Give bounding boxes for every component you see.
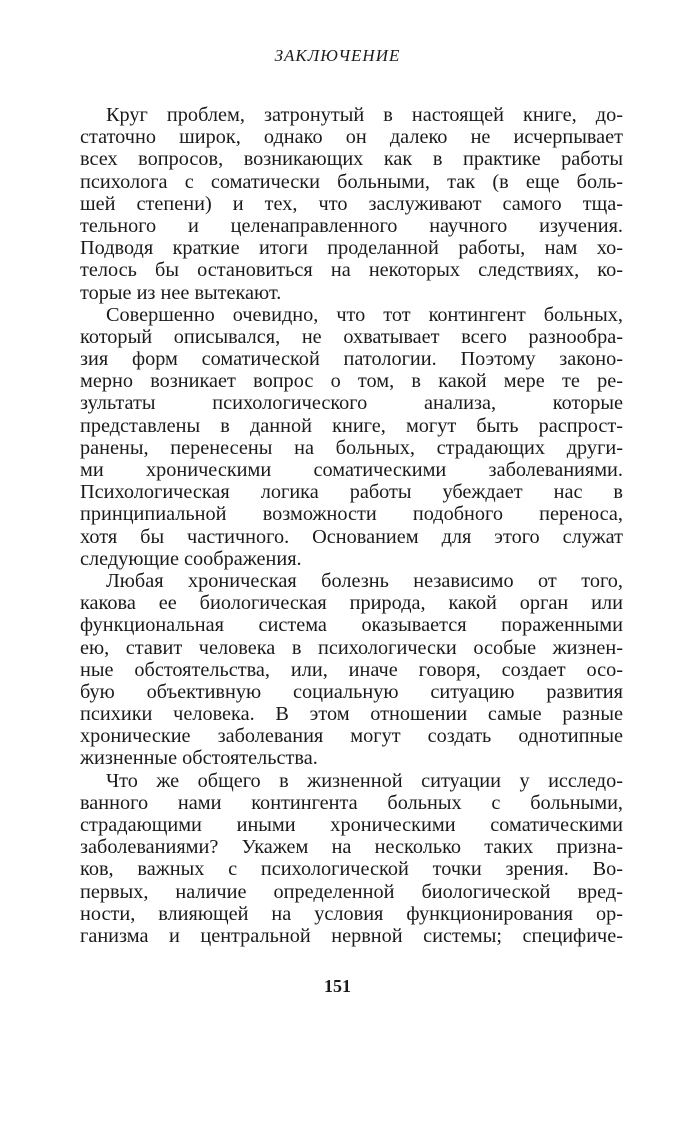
paragraph-3: [80, 570, 623, 770]
text-line: заболеваниями? Укажем на несколько таких призна-: [80, 836, 623, 859]
text-line: телось бы остановиться на некоторых следствиях, ко-: [80, 259, 623, 282]
page-number: 151: [324, 976, 351, 996]
text-line: Психологическая логика работы убеждает нас в: [80, 481, 623, 504]
text-line: ми хроническими соматическими заболеваниями.: [80, 459, 623, 481]
text-line: Подводя краткие итоги проделанной работы, нам хо-: [80, 237, 623, 260]
text-line: мерно возникает вопрос о том, в какой мере те ре-: [80, 370, 623, 393]
text-line: представлены в данной книге, могут быть распрост-: [80, 414, 623, 437]
text-line: ганизма и центральной нервной системы; специфиче-: [80, 924, 623, 947]
text-line: первых, наличие определенной биологической вред-: [80, 880, 623, 903]
text-line: который описывался, не охватывает всего разнообра-: [80, 325, 623, 348]
text-line: бую объективную социальную ситуацию развития: [80, 680, 623, 703]
text-line: всех вопросов, возникающих как в практике работы: [80, 148, 623, 171]
text-line: функциональная система оказывается пораженными: [80, 614, 623, 637]
paragraph-2: [80, 304, 623, 570]
text-line: хотя бы частичного. Основанием для этого служат: [80, 525, 623, 548]
paragraph-1: [80, 104, 623, 304]
text-line: Что же общего в жизненной ситуации у исследо-: [106, 769, 623, 792]
text-line: ков, важных с психологической точки зрения. Во-: [80, 858, 623, 881]
text-line: тельного и целенаправленного научного изучения.: [80, 214, 623, 237]
text-line: следующие соображения.: [80, 547, 302, 570]
text-line: ности, влияющей на условия функционирования ор-: [80, 902, 623, 925]
text-line: жизненные обстоятельства.: [80, 747, 318, 770]
text-line: ные обстоятельства, или, иначе говоря, создает осо-: [80, 658, 623, 681]
body-text: [80, 104, 623, 947]
paragraph-4: [80, 770, 623, 948]
text-line: статочно широк, однако он далеко не исчерпывает: [80, 126, 623, 149]
text-line: психолога с соматически больными, так (в еще боль-: [80, 170, 623, 193]
text-line: ею, ставит человека в психологически особые жизнен-: [80, 636, 623, 659]
text-line: какова ее биологическая природа, какой орган или: [80, 592, 623, 615]
text-line: Круг проблем, затронутый в настоящей книге, до-: [106, 104, 623, 126]
running-head: ЗАКЛЮЧЕНИЕ: [274, 46, 401, 65]
text-line: ванного нами контингента больных с больными,: [80, 791, 623, 814]
text-line: шей степени) и тех, что заслуживают самого тща-: [80, 192, 623, 215]
text-line: Любая хроническая болезнь независимо от того,: [106, 569, 623, 592]
text-line: страдающими иными хроническими соматическими: [80, 814, 623, 836]
text-line: зультаты психологического анализа, которые: [80, 392, 623, 415]
text-line: принципиальной возможности подобного переноса,: [80, 503, 623, 526]
text-line: хронические заболевания могут создать однотипные: [80, 725, 623, 748]
text-line: Совершенно очевидно, что тот контингент больных,: [106, 303, 623, 326]
text-line: торые из нее вытекают.: [80, 281, 282, 304]
text-line: психики человека. В этом отношении самые разные: [80, 703, 623, 726]
text-line: зия форм соматической патологии. Поэтому законо-: [80, 348, 623, 371]
text-line: ранены, перенесены на больных, страдающих други-: [80, 436, 623, 459]
